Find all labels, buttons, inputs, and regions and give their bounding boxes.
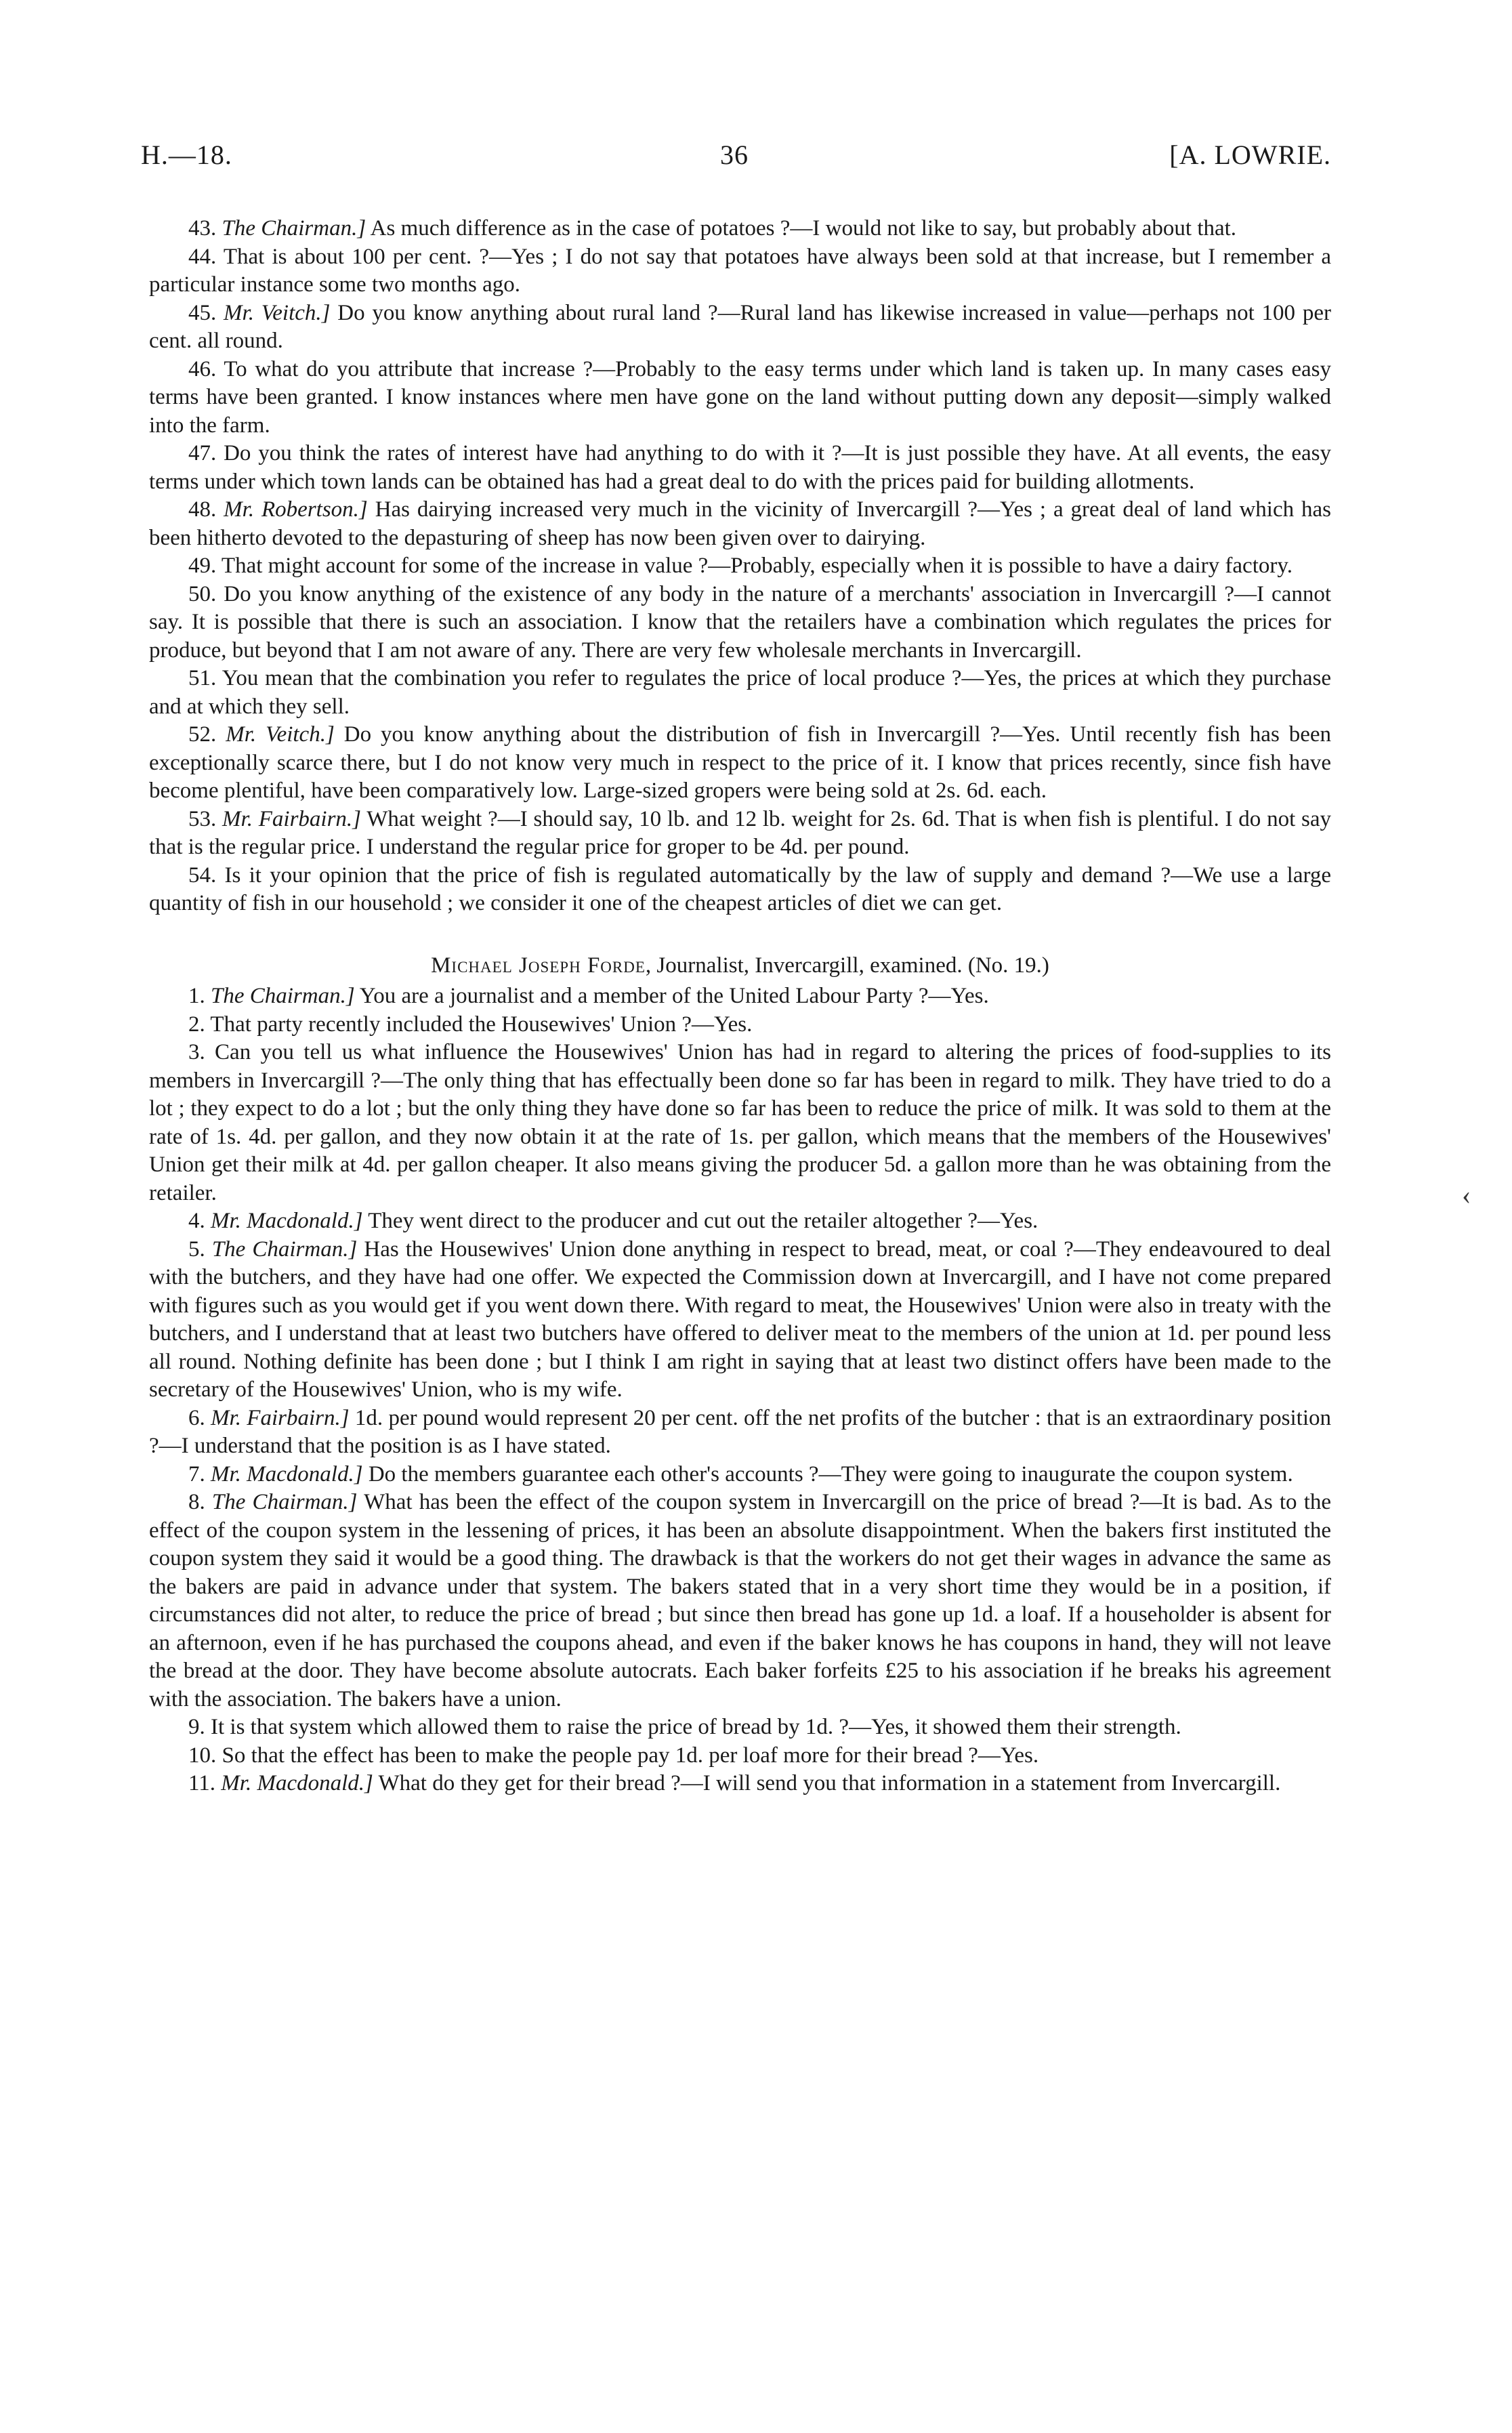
question-paragraph (149, 215, 1331, 243)
question-number: 49. (188, 554, 217, 578)
question-paragraph (149, 665, 1331, 721)
question-paragraph (149, 1011, 1331, 1039)
question-answer-text: What weight ?—I should say, 10 lb. and 12 lb. weight for 2s. 6d. That is when fish is plentiful. I do not say that is the regular price. I understand the regular price for groper to be 4d. per pound. (149, 806, 1332, 859)
question-number: 11. (188, 1771, 216, 1795)
question-answer-text: So that the effect has been to make the people pay 1d. per loaf more for their bread ?—Yes. (222, 1743, 1039, 1768)
question-answer-text: That might account for some of the increase in value ?—Probably, especially when it is possible to have a dairy factory. (221, 554, 1293, 578)
question-number: 4. (188, 1209, 205, 1233)
question-number: 52. (188, 722, 217, 747)
question-number: 46. (188, 356, 217, 381)
question-number: 6. (188, 1405, 205, 1430)
question-number: 51. (188, 666, 217, 690)
question-number: 3. (188, 1040, 205, 1064)
question-paragraph (149, 581, 1331, 665)
speaker: The Chairman.] (211, 984, 355, 1008)
witness-heading (149, 952, 1331, 980)
testimony-lowrie (149, 215, 1331, 918)
question-paragraph (149, 1742, 1331, 1770)
question-answer-text: Do you think the rates of interest have had anything to do with it ?—It is just possible they have. At all events, the easy terms under which town lands can be obtained has had a great deal to do with the prices paid for building allotments. (149, 441, 1331, 494)
document-page (141, 139, 1332, 1798)
question-number: 48. (188, 497, 217, 522)
question-number: 47. (188, 441, 217, 465)
margin-tick-icon: ‹ (1462, 1180, 1471, 1210)
question-number: 5. (188, 1236, 205, 1262)
question-number: 50. (188, 581, 217, 606)
question-number: 45. (188, 300, 217, 325)
question-number: 44. (188, 244, 217, 269)
question-number: 7. (188, 1461, 205, 1486)
question-number: 53. (188, 806, 217, 831)
question-answer-text: You are a journalist and a member of the United Labour Party ?—Yes. (359, 984, 989, 1008)
question-paragraph (149, 1713, 1331, 1742)
question-number: 1. (188, 984, 205, 1008)
speaker: The Chairman.] (211, 1490, 358, 1514)
question-number: 9. (188, 1715, 205, 1739)
report-code: H.—18. (141, 140, 232, 170)
speaker: Mr. Macdonald.] (211, 1461, 363, 1486)
question-number: 43. (188, 216, 217, 241)
question-paragraph (149, 982, 1331, 1011)
question-answer-text: They went direct to the producer and cut out the retailer altogether ?—Yes. (368, 1209, 1038, 1233)
question-answer-text: That party recently included the Housewives' Union ?—Yes. (210, 1012, 753, 1037)
question-paragraph (149, 1405, 1331, 1461)
question-paragraph (149, 721, 1331, 806)
witness-name: Michael Joseph Forde (431, 953, 646, 978)
question-answer-text: That is about 100 per cent. ?—Yes ; I do not say that potatoes have always been sold at that increase, but I remember a particular instance some two months ago. (149, 244, 1331, 297)
speaker: Mr. Macdonald.] (221, 1771, 373, 1795)
question-answer-text: Has dairying increased very much in the vicinity of Invercargill ?—Yes ; a great deal of land which has been hitherto devoted to the depasturing of sheep has now been given over to dairying. (149, 497, 1331, 550)
question-answer-text: Has the Housewives' Union done anything in respect to bread, meat, or coal ?—They endeavoured to deal with the butchers, and they have had one offer. We expected the Commission down at Invercargill, and I have not come prepared with figures such as you would get if you went down there. With regard to meat, the Housewives' Union were also in treaty with the butchers, and I understand that at least two butchers have offered to deliver meat to the members of the union at 1d. per pound less all round. Nothing definite has been done ; but I think I am right in saying that at least two distinct offers have been made to the secretary of the Housewives' Union, who is my wife. (149, 1236, 1332, 1402)
question-paragraph (149, 862, 1331, 918)
document-body (149, 215, 1331, 1798)
question-paragraph (149, 496, 1331, 552)
question-answer-text: You mean that the combination you refer to regulates the price of local produce ?—Yes, the prices at which they purchase and at which they sell. (149, 666, 1332, 719)
witness-running-head: [A. LOWRIE. (1169, 140, 1331, 170)
question-paragraph (149, 1207, 1331, 1236)
question-paragraph (149, 299, 1331, 356)
page-header (141, 139, 1331, 180)
question-paragraph (149, 243, 1331, 299)
speaker: The Chairman.] (211, 1236, 358, 1262)
question-paragraph (149, 356, 1331, 440)
question-answer-text: It is that system which allowed them to raise the price of bread by 1d. ?—Yes, it showed them their strength. (211, 1715, 1181, 1739)
question-number: 2. (188, 1012, 205, 1037)
question-number: 54. (188, 862, 217, 888)
speaker: Mr. Veitch.] (224, 300, 331, 325)
question-paragraph (149, 440, 1331, 496)
question-answer-text: Do the members guarantee each other's accounts ?—They were going to inaugurate the coupon system. (368, 1461, 1293, 1486)
question-answer-text: Can you tell us what influence the Housewives' Union has had in regard to altering the prices of food-supplies to its members in Invercargill ?—The only thing that has effectually been done so far has been in regard to milk. They have tried to do a lot ; they expect to do a lot ; but the only thing they have done so far has been to reduce the price of milk. It was sold to them at the rate of 1s. 4d. per gallon, and they now obtain it at the rate of 1s. per gallon, which means that the members of the Housewives' Union get their milk at 4d. per gallon cheaper. It also means giving the producer 5d. a gallon more than he was obtaining from the retailer. (149, 1040, 1332, 1205)
speaker: Mr. Fairbairn.] (211, 1405, 350, 1430)
question-paragraph (149, 552, 1331, 581)
question-paragraph (149, 1461, 1331, 1489)
testimony-forde (149, 982, 1331, 1798)
question-answer-text: Do you know anything about the distribution of fish in Invercargill ?—Yes. Until recently fish has been exceptionally scarce there, but I do not know very much in respect to the price of it. I know that prices recently, since fish have become plentiful, have been comparatively low. Large-sized gropers were being sold at 2s. 6d. each. (149, 722, 1332, 803)
question-answer-text: What do they get for their bread ?—I will send you that information in a statement from Invercargill. (378, 1771, 1281, 1795)
witness-description: , Journalist, Invercargill, examined. (No. 19.) (645, 953, 1049, 978)
question-answer-text: Do you know anything about rural land ?—Rural land has likewise increased in value—perhaps not 100 per cent. all round. (149, 300, 1331, 353)
page-number: 36 (720, 140, 749, 170)
question-answer-text: 1d. per pound would represent 20 per cent. off the net profits of the butcher : that is an extraordinary position ?—I understand that the position is as I have stated. (149, 1405, 1332, 1458)
question-answer-text: Do you know anything of the existence of any body in the nature of a merchants' association in Invercargill ?—I cannot say. It is possible that there is such an association. I know that the retailers have a combination which regulates the prices for produce, but beyond that I am not aware of any. There are very few wholesale merchants in Invercargill. (149, 581, 1332, 663)
question-answer-text: As much difference as in the case of potatoes ?—I would not like to say, but probably about that. (370, 216, 1237, 241)
speaker: The Chairman.] (222, 216, 366, 241)
question-paragraph (149, 1039, 1331, 1207)
question-paragraph (149, 1489, 1331, 1713)
speaker: Mr. Robertson.] (224, 497, 368, 522)
speaker: Mr. Macdonald.] (211, 1209, 363, 1233)
question-answer-text: What has been the effect of the coupon system in Invercargill on the price of bread ?—It is bad. As to the effect of the coupon system in the lessening of prices, it has been an absolute disappointment. When the bakers first instituted the coupon system they said it would be a good thing. The drawback is that the workers do not get their wages in advance the same as the bakers are paid in advance under that system. The bakers stated that in a very short time they would be in a position, if circumstances did not alter, to reduce the price of bread ; but since then bread has gone up 1d. a loaf. If a householder is absent for an afternoon, even if he has purchased the coupons ahead, and even if the baker knows he has coupons in hand, they will not leave the bread at the door. They have become absolute autocrats. Each baker forfeits £25 to his association if he breaks his agreement with the association. The bakers have a union. (149, 1490, 1332, 1711)
question-number: 8. (188, 1490, 205, 1514)
question-paragraph (149, 1770, 1331, 1798)
question-answer-text: Is it your opinion that the price of fish is regulated automatically by the law of supply and demand ?—We use a large quantity of fish in our household ; we consider it one of the cheapest articles of diet we can get. (149, 862, 1332, 915)
speaker: Mr. Veitch.] (226, 722, 335, 747)
question-answer-text: To what do you attribute that increase ?—Probably to the easy terms under which land is taken up. In many cases easy terms have been granted. I know instances where men have gone on the land without putting down any deposit—simply walked into the farm. (149, 356, 1331, 438)
speaker: Mr. Fairbairn.] (222, 806, 362, 831)
question-number: 10. (188, 1743, 217, 1768)
question-paragraph (149, 1236, 1331, 1405)
question-paragraph (149, 806, 1331, 862)
